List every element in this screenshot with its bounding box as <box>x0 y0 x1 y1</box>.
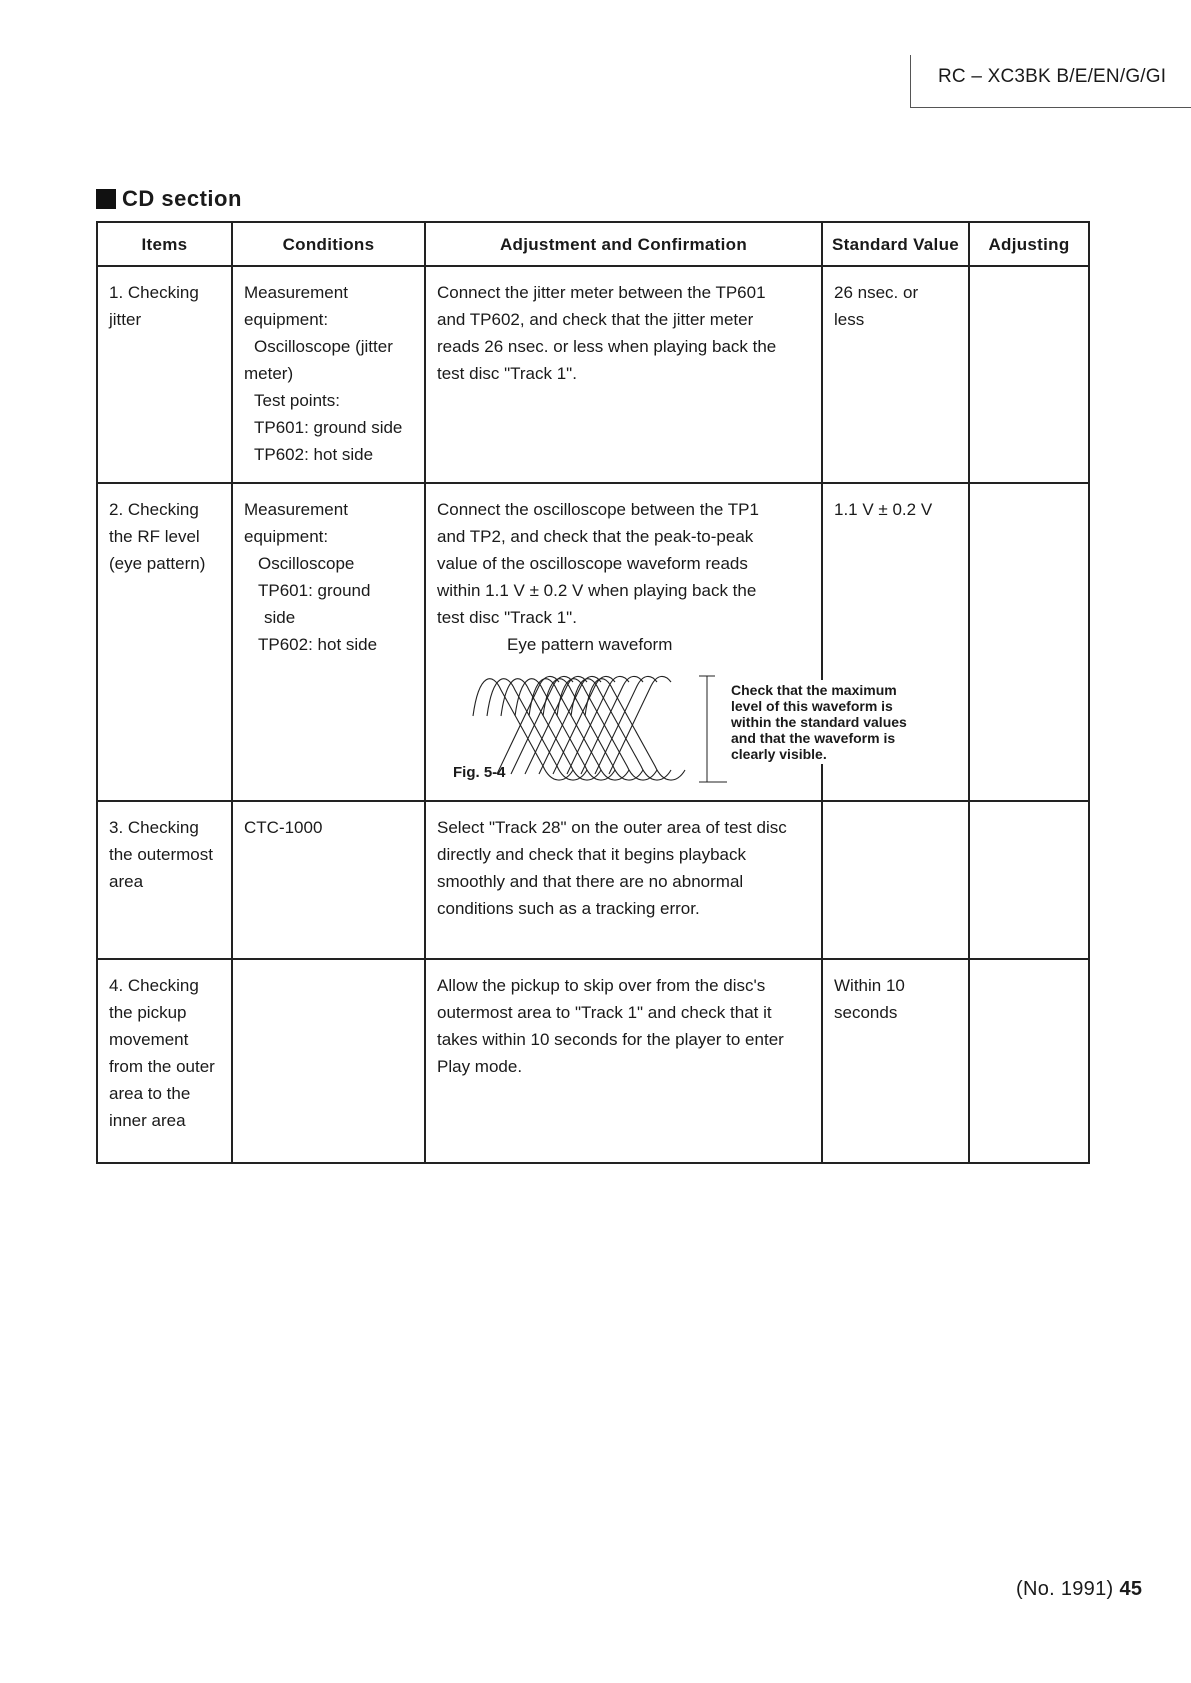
adjusting-cell <box>969 266 1089 483</box>
eye-trace <box>571 679 671 780</box>
eye-trace <box>529 679 629 780</box>
standard-line: seconds <box>834 1003 898 1022</box>
eye-pattern-figure <box>437 664 907 792</box>
cd-adjustment-table <box>96 221 1090 1164</box>
adjustment-line: Play mode. <box>437 1057 523 1076</box>
item-cell <box>97 801 232 959</box>
adjustment-line: value of the oscilloscope waveform reads <box>437 554 748 573</box>
adjustment-cell <box>425 801 822 959</box>
item-line: jitter <box>109 310 142 329</box>
standard-value-cell <box>822 801 969 959</box>
condition-line: equipment: <box>244 310 329 329</box>
condition-line: Oscilloscope (jitter <box>254 337 393 356</box>
condition-line: CTC-1000 <box>244 818 323 837</box>
standard-line: less <box>834 310 865 329</box>
adjustment-line: Connect the jitter meter between the TP601 <box>437 283 766 302</box>
condition-line: TP602: hot side <box>254 445 374 464</box>
standard-value-cell <box>822 266 969 483</box>
condition-line: Oscilloscope <box>258 554 355 573</box>
page-footer <box>1016 1578 1142 1601</box>
figure-note: Check that the maximum level of this waveform is within the standard values and that the waveform is clearly visible. <box>727 680 935 764</box>
table-row <box>97 483 1089 801</box>
item-cell <box>97 959 232 1163</box>
conditions-cell <box>232 801 425 959</box>
conditions-cell <box>232 959 425 1163</box>
adjusting-cell <box>969 801 1089 959</box>
adjusting-cell <box>969 959 1089 1163</box>
conditions-cell <box>232 266 425 483</box>
item-line: from the outer <box>109 1057 215 1076</box>
table-row <box>97 959 1089 1163</box>
adjustment-line: Connect the oscilloscope between the TP1 <box>437 500 759 519</box>
section-bullet-icon <box>96 189 116 209</box>
table-header-row <box>97 222 1089 266</box>
adjustment-line: directly and check that it begins playback <box>437 845 747 864</box>
header-adjustment: Adjustment and Confirmation <box>425 222 822 266</box>
adjustment-cell <box>425 959 822 1163</box>
condition-line: side <box>264 608 296 627</box>
adjustment-line: Select "Track 28" on the outer area of test disc <box>437 818 787 837</box>
header-conditions: Conditions <box>232 222 425 266</box>
header-standard-value: Standard Value <box>822 222 969 266</box>
condition-line: TP601: ground side <box>254 418 403 437</box>
adjustment-line: reads 26 nsec. or less when playing back the <box>437 337 777 356</box>
page-number: 45 <box>1119 1578 1143 1600</box>
item-line: the pickup <box>109 1003 187 1022</box>
adjustment-cell <box>425 483 907 801</box>
table-row <box>97 801 1089 959</box>
eye-trace <box>515 679 615 780</box>
adjustment-line: and TP2, and check that the peak-to-peak <box>437 527 754 546</box>
table-row <box>97 266 1089 483</box>
adjustment-line: takes within 10 seconds for the player to enter <box>437 1030 784 1049</box>
condition-line: TP601: ground <box>258 581 371 600</box>
adjustment-cell <box>425 266 822 483</box>
header-adjusting: Adjusting <box>969 222 1089 266</box>
adjustment-line: test disc "Track 1". <box>437 608 577 627</box>
adjustment-line: Allow the pickup to skip over from the disc's <box>437 976 766 995</box>
section-title: CD section <box>122 186 242 211</box>
adjusting-cell <box>969 483 1089 801</box>
item-line: the RF level <box>109 527 200 546</box>
item-line: 3. Checking <box>109 818 199 837</box>
condition-line: Measurement <box>244 500 348 519</box>
item-line: area <box>109 872 144 891</box>
item-cell <box>97 483 232 801</box>
conditions-cell <box>232 483 425 801</box>
condition-line: TP602: hot side <box>258 635 378 654</box>
standard-value-cell <box>822 959 969 1163</box>
standard-line: 1.1 V ± 0.2 V <box>834 500 933 519</box>
adjustment-line: and TP602, and check that the jitter meter <box>437 310 754 329</box>
model-title: RC – XC3BK B/E/EN/G/GI <box>938 66 1167 87</box>
eye-trace <box>501 679 601 780</box>
adjustment-line: test disc "Track 1". <box>437 364 577 383</box>
figure-label: Fig. 5-4 <box>453 764 506 781</box>
item-line: (eye pattern) <box>109 554 206 573</box>
eye-trace <box>557 679 657 780</box>
adjustment-line: outermost area to "Track 1" and check that it <box>437 1003 772 1022</box>
standard-line: 26 nsec. or <box>834 283 919 302</box>
condition-line: equipment: <box>244 527 329 546</box>
item-line: the outermost <box>109 845 213 864</box>
adjustment-line: conditions such as a tracking error. <box>437 899 700 918</box>
eye-trace <box>585 679 685 780</box>
adjustment-line: within 1.1 V ± 0.2 V when playing back the <box>437 581 757 600</box>
header-items: Items <box>97 222 232 266</box>
eye-trace <box>543 679 643 780</box>
item-line: 2. Checking <box>109 500 199 519</box>
item-line: 4. Checking <box>109 976 199 995</box>
condition-line: meter) <box>244 364 294 383</box>
document-number: (No. 1991) <box>1016 1578 1114 1600</box>
item-line: 1. Checking <box>109 283 199 302</box>
figure-caption: Eye pattern waveform <box>507 635 673 654</box>
standard-line: Within 10 <box>834 976 905 995</box>
item-line: inner area <box>109 1111 186 1130</box>
adjustment-line: smoothly and that there are no abnormal <box>437 872 744 891</box>
condition-line: Test points: <box>254 391 340 410</box>
item-line: movement <box>109 1030 189 1049</box>
item-cell <box>97 266 232 483</box>
item-line: area to the <box>109 1084 191 1103</box>
section-heading <box>96 186 242 212</box>
condition-line: Measurement <box>244 283 348 302</box>
